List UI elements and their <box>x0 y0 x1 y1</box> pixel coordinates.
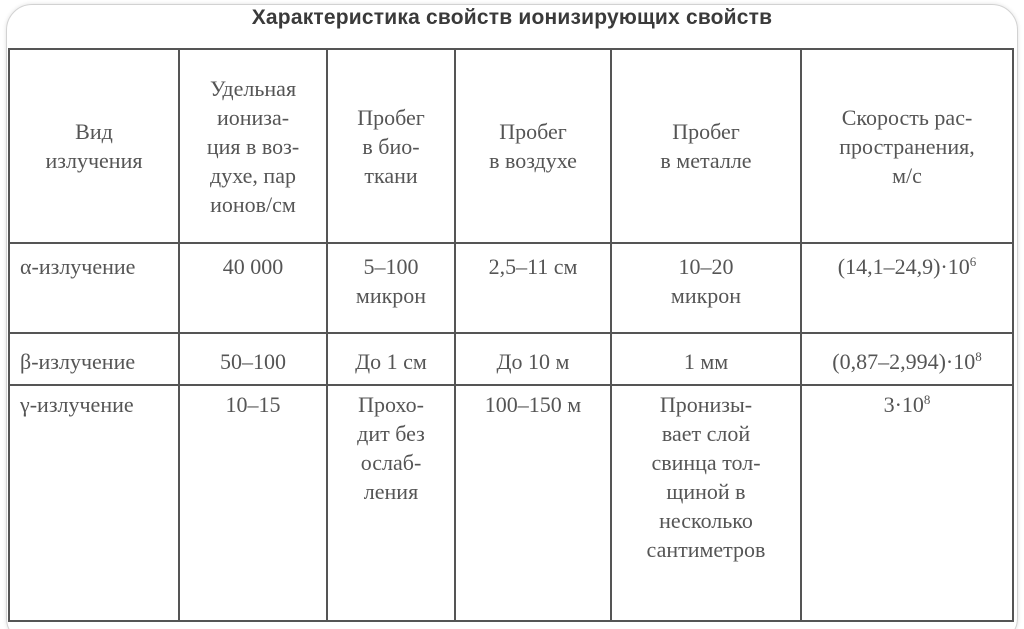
header-cell-speed: Скорость рас- пространения, м/с <box>801 49 1013 243</box>
cell-ionization: 50–100 <box>179 333 327 385</box>
table-header-row <box>9 49 1013 243</box>
cell-metal-range: 1 мм <box>611 333 801 385</box>
header-cell-type: Вид излучения <box>9 49 179 243</box>
header-cell-ionization: Удельная иониза- ция в воз- духе, пар ионов/см <box>179 49 327 243</box>
cell-air-range: 100–150 м <box>455 385 611 621</box>
table-row <box>9 385 1013 621</box>
speed-exponent: 8 <box>975 348 982 364</box>
cell-type: α-излучение <box>9 243 179 333</box>
header-cell-tissue-range: Пробег в био- ткани <box>327 49 455 243</box>
speed-exponent: 6 <box>969 254 977 269</box>
header-cell-metal-range: Пробег в металле <box>611 49 801 243</box>
cell-tissue-range: 5–100 микрон <box>327 243 455 333</box>
cell-metal-range: 10–20 микрон <box>611 243 801 333</box>
cell-ionization: 10–15 <box>179 385 327 621</box>
cell-speed: $(0,87-2,994)\cdot 10^8$ <box>801 333 1013 385</box>
speed-exponent: 8 <box>923 392 931 407</box>
table-row <box>9 333 1013 385</box>
cell-tissue-range: До 1 см <box>327 333 455 385</box>
cell-type: γ-излучение <box>9 385 179 621</box>
cell-ionization: 40 000 <box>179 243 327 333</box>
cell-metal-range: Пронизы- вает слой свинца тол- щиной в несколько сантиметров <box>611 385 801 621</box>
table-row <box>9 243 1013 333</box>
cell-air-range: 2,5–11 см <box>455 243 611 333</box>
cell-type: β-излучение <box>9 333 179 385</box>
header-cell-air-range: Пробег в воздухе <box>455 49 611 243</box>
cell-tissue-range: Прохо- дит без ослаб- ления <box>327 385 455 621</box>
cell-air-range: До 10 м <box>455 333 611 385</box>
radiation-properties-table <box>8 48 1014 622</box>
page-title: Характеристика свойств ионизирующих свойств <box>251 6 773 29</box>
cell-speed: $(14,1-24,9)\cdot 10^6$ <box>801 243 1013 333</box>
cell-speed: $3\cdot 10^8$ <box>801 385 1013 621</box>
